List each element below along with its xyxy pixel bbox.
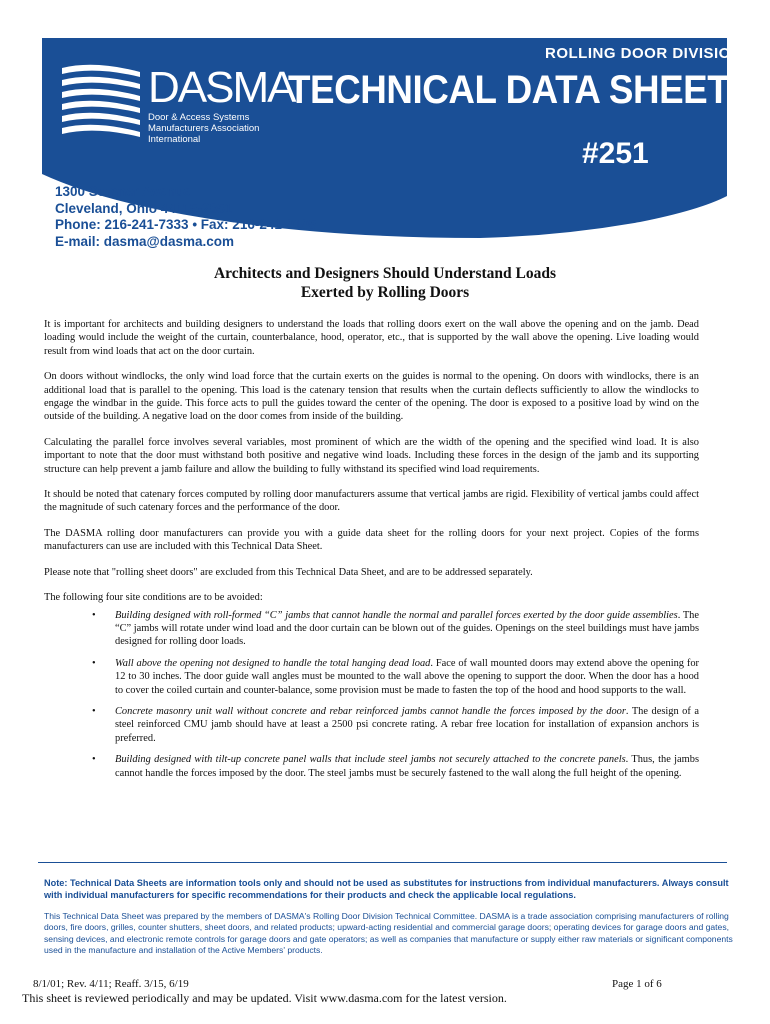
phone-fax: Phone: 216-241-7333 • Fax: 216-241-0105 [55,217,317,232]
sheet-title: TECHNICAL DATA SHEET [288,68,730,112]
preparation-statement: This Technical Data Sheet was prepared by the members of DASMA's Rolling Door Division Technical Committee. DASMA is a trade association comprising manufacturers of rolling doors, fire doors, grilles, counter shutters, sheet doors, and related products; upward-acting residential and commercial garage doors; operating devices for garage doors and gates, sensing devices, and electronic remote controls for garage doors and gate operators; as well as companies that manufacture or supply either raw materials or significant components used in the manufacture and installation of the Active Members' products. [44,911,733,956]
paragraph: Calculating the parallel force involves several variables, most prominent of which are the width of the opening and the specified wind load. It is also important to note that the door must withstand both positive and negative wind loads. Including these forces in the design of the jamb and its supporting structure can help prevent a jamb failure and allow the building to fully withstand its specified wind load requirements. [44,436,699,475]
division-label: ROLLING DOOR DIVISION [545,45,743,62]
document-title [0,264,770,302]
address-line-1: 1300 Sumner Avenue [55,184,191,199]
site-conditions-list [44,609,699,780]
paragraph: On doors without windlocks, the only wind load force that the curtain exerts on the guides is normal to the opening. On doors with windlocks, there is an additional load that is parallel to the opening. This load is the catenary tension that results when the curtain deflects sufficiently to allow the windlocks to engage the windbar in the guide. This force acts to pull the guides toward the center of the opening. The door is exposed to a positive load by wind on the outside of the building. A negative load on the door comes from inside of the building. [44,371,699,423]
sheet-number: #251 [582,137,649,170]
list-intro: The following four site conditions are to be avoided: [44,592,263,604]
association-name: Door & Access Systems Manufacturers Association International [148,112,260,145]
list-item: • Concrete masonry unit wall without concrete and rebar reinforced jambs cannot handle the forces imposed by the door. The design of a steel reinforced CMU jamb should have at least a 2500 psi concrete rating. A rebar free location for installation of expansion anchors is preferred. [92,705,699,744]
contact-block [55,184,316,250]
bullet-icon: • [92,705,96,717]
bullet-icon: • [92,609,96,621]
title-line-2: Exerted by Rolling Doors [300,284,470,301]
header-banner [0,0,770,260]
email-address: E-mail: dasma@dasma.com [55,233,234,249]
bullet-icon: • [92,754,96,766]
revision-date: 8/1/01; Rev. 4/11; Reaff. 3/15, 6/19 [33,978,189,990]
paragraph: Please note that "rolling sheet doors" are excluded from this Technical Data Sheet, and are to be addressed separately. [44,566,533,578]
list-item: • Building designed with roll-formed “C” jambs that cannot handle the normal and parallel forces exerted by the door guide assemblies. The “C” jambs will rotate under wind load and the door curtain can be blown out of the guides. Openings on the steel buildings must have jambs designed for rolling door loads. [92,609,699,648]
document-body [44,318,699,788]
address-line-2: Cleveland, Ohio 44115-2851 [55,200,233,216]
page-number: Page 1 of 6 [612,978,662,990]
list-item: • Building designed with tilt-up concrete panel walls that include steel jambs not securely attached to the concrete panels. Thus, the jambs cannot handle the forces imposed by the door. The steel jambs must be securely fastened to the wall along the full height of the opening. [92,754,699,779]
footer-divider [38,862,727,863]
title-line-1: Architects and Designers Should Understand Loads [213,265,557,282]
brand-logo-text: DASMA [148,63,295,112]
review-notice: This sheet is reviewed periodically and may be updated. Visit www.dasma.com for the latest version. [22,991,507,1005]
disclaimer-note: Note: Technical Data Sheets are information tools only and should not be used as substitutes for instructions from individual manufacturers. Always consult with individual manufacturers for specific recommendations for their products and check the applicable local regulations. [44,878,729,900]
paragraph: It is important for architects and building designers to understand the loads that rolling doors exert on the wall above the opening and on the jamb. Dead loading would include the weight of the curtain, counterbalance, hood, operator, etc., that is supported by the wall above the opening. Live loading would result from wind loads that act on the door curtain. [44,319,699,357]
list-item: • Wall above the opening not designed to handle the total hanging dead load. Face of wall mounted doors may extend above the opening for 12 to 30 inches. The door guide wall angles must be mounted to the wall above the opening to support the door. When the door has a hood to cover the coiled curtain and counter-balance, some provision must be made to fasten the top of the hood and hood supports to the wall. [92,657,699,696]
bullet-icon: • [92,657,96,669]
paragraph: It should be noted that catenary forces computed by rolling door manufacturers assume that vertical jambs are rigid. Flexibility of vertical jambs could affect the magnitude of such catenary forces and the performance of the door. [44,489,699,514]
paragraph: The DASMA rolling door manufacturers can provide you with a guide data sheet for the rolling doors for your next project. Copies of the forms manufacturers can use are included with this Technical Data Sheet. [44,527,699,553]
